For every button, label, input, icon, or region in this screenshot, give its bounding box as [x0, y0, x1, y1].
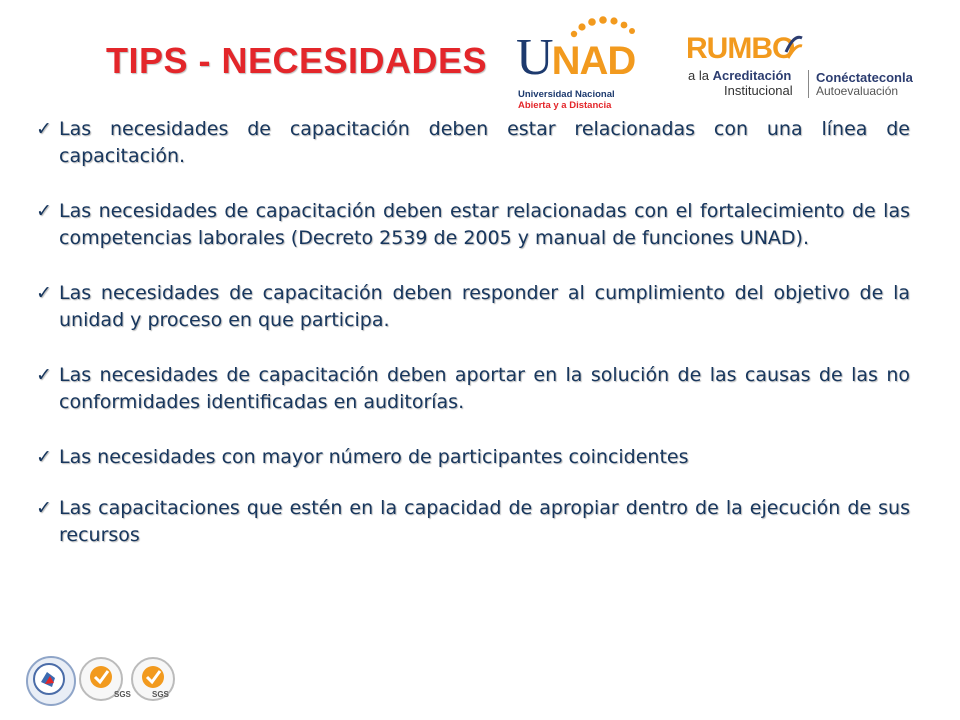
rumbo-right-1: Conéctateconla	[816, 70, 913, 85]
rumbo-logo	[684, 32, 934, 102]
list-item: ✓ Las necesidades con mayor número de participantes coincidentes	[36, 444, 910, 471]
checkmark-icon: ✓	[36, 282, 52, 304]
checkmark-icon: ✓	[36, 200, 52, 222]
checkmark-icon: ✓	[36, 497, 52, 519]
list-item: ✓ Las capacitaciones que estén en la capacidad de apropiar dentro de la ejecución de sus recursos	[36, 497, 910, 546]
rumbo-line-2: Institucional	[724, 83, 793, 98]
rumbo-right-2: Autoevaluación	[816, 84, 899, 98]
slide-title: TIPS - NECESIDADES	[106, 40, 488, 81]
certification-seal-icon	[26, 656, 76, 706]
tips-list	[36, 116, 910, 577]
sgs-label: SGS	[114, 690, 131, 699]
rumbo-wordmark: RUMBO	[686, 32, 795, 65]
list-item: ✓ Las necesidades de capacitación deben estar relacionadas con una línea de capacitación.	[36, 118, 910, 167]
unad-line-1: Universidad Nacional	[518, 89, 615, 100]
list-item: ✓ Las necesidades de capacitación deben aportar en la solución de las causas de las no conformidades identificadas en auditorías.	[36, 364, 910, 413]
checkmark-icon: ✓	[36, 364, 52, 386]
sgs-label: SGS	[152, 690, 169, 699]
rumbo-swoosh-icon	[784, 32, 804, 62]
rumbo-line-1: a la Acreditación	[688, 68, 792, 83]
unad-wordmark: UNAD	[516, 29, 636, 86]
checkmark-icon: ✓	[36, 118, 52, 140]
rumbo-divider	[808, 70, 809, 98]
checkmark-icon: ✓	[36, 446, 52, 468]
list-item: ✓ Las necesidades de capacitación deben estar relacionadas con el fortalecimiento de las competencias laborales (Decreto 2539 de 2005 y manual de funciones UNAD).	[36, 200, 910, 249]
unad-logo	[512, 14, 650, 110]
list-item: ✓ Las necesidades de capacitación deben responder al cumplimiento del objetivo de la unidad y proceso en que participa.	[36, 282, 910, 331]
unad-line-2: Abierta y a Distancia	[518, 100, 612, 111]
